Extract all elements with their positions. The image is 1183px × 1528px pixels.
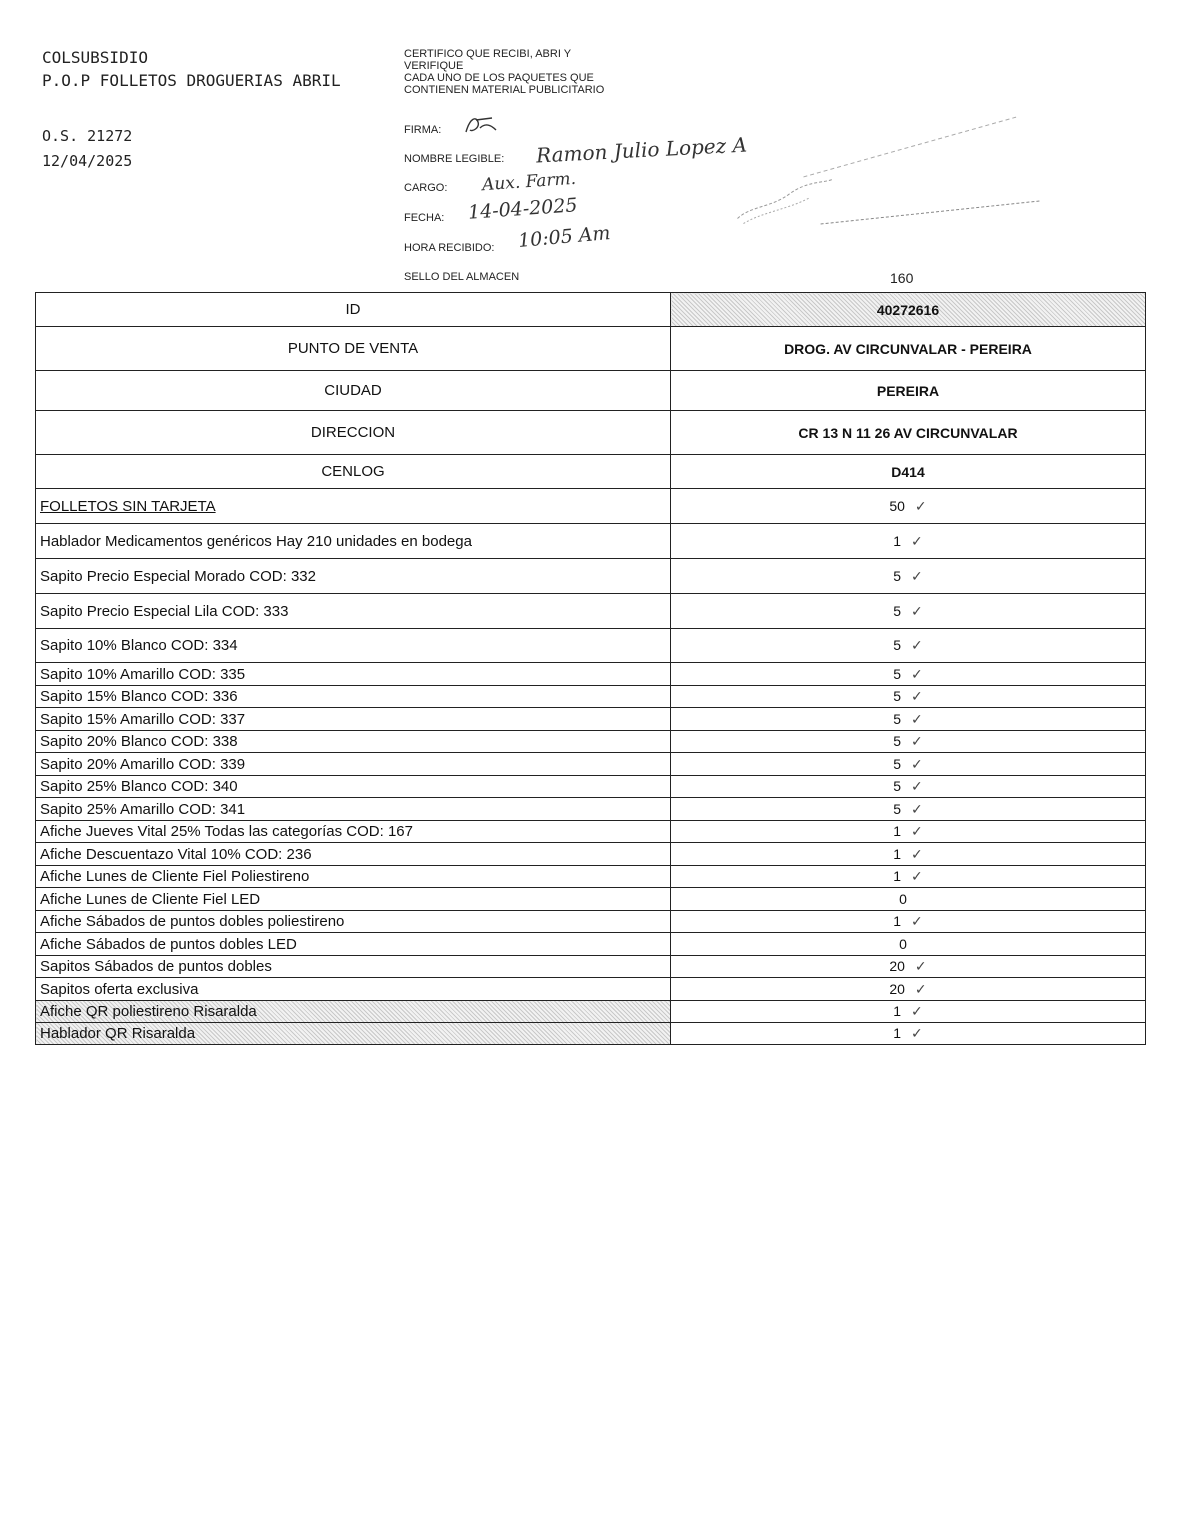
cargo-value: Aux. Farm.: [481, 168, 577, 196]
item-row: [36, 753, 1146, 776]
sello-value: 160: [890, 270, 914, 286]
check-icon: ✓: [911, 533, 923, 550]
item-qty-cell: [671, 629, 1146, 663]
item-qty-cell: [671, 978, 1146, 1001]
check-icon: ✓: [911, 869, 923, 885]
item-label: Sapito 25% Amarillo COD: 341: [36, 798, 671, 821]
item-row: [36, 524, 1146, 559]
check-icon: ✓: [911, 756, 923, 773]
check-icon: ✓: [911, 824, 923, 840]
info-value: PEREIRA: [671, 371, 1146, 411]
item-label: Sapito 10% Amarillo COD: 335: [36, 663, 671, 686]
item-qty: 50: [889, 497, 905, 514]
cert-line-3: CADA UNO DE LOS PAQUETES QUE: [404, 72, 594, 84]
item-row: [36, 978, 1146, 1001]
info-value: D414: [671, 455, 1146, 489]
item-qty-cell: [671, 1023, 1146, 1045]
item-label: Sapito 20% Blanco COD: 338: [36, 731, 671, 753]
cert-line-1: CERTIFICO QUE RECIBI, ABRI Y: [404, 48, 572, 60]
item-label: Sapitos Sábados de puntos dobles: [36, 956, 671, 978]
check-icon: ✓: [911, 568, 923, 585]
signature: [462, 112, 502, 138]
item-qty-cell: [671, 821, 1146, 843]
item-qty-cell: [671, 888, 1146, 911]
item-row: [36, 663, 1146, 686]
item-label: Sapitos oferta exclusiva: [36, 978, 671, 1001]
info-value: CR 13 N 11 26 AV CIRCUNVALAR: [671, 411, 1146, 455]
item-qty: 20: [889, 958, 905, 974]
item-row: [36, 489, 1146, 524]
info-label: ID: [36, 293, 671, 327]
item-row: [36, 956, 1146, 978]
item-label: Afiche Jueves Vital 25% Todas las categorías COD: 167: [36, 821, 671, 843]
item-qty: 1: [893, 532, 902, 549]
item-qty: 5: [893, 755, 902, 772]
item-qty: 1: [893, 823, 902, 839]
item-label: Sapito 25% Blanco COD: 340: [36, 776, 671, 798]
item-qty-cell: [671, 1001, 1146, 1023]
item-qty: 5: [893, 733, 902, 749]
item-label: Hablador Medicamentos genéricos Hay 210 unidades en bodega: [36, 524, 671, 559]
firma-label: FIRMA:: [404, 124, 442, 136]
item-row: [36, 686, 1146, 708]
item-qty-cell: [671, 776, 1146, 798]
item-label: Afiche Sábados de puntos dobles LED: [36, 933, 671, 956]
item-qty-cell: [671, 663, 1146, 686]
item-qty-cell: [671, 956, 1146, 978]
hora-label: HORA RECIBIDO:: [404, 242, 495, 254]
item-label: FOLLETOS SIN TARJETA: [36, 489, 671, 524]
item-qty: 1: [893, 1025, 902, 1041]
item-qty: 1: [893, 1003, 902, 1019]
check-icon: ✓: [911, 914, 923, 930]
info-label: CIUDAD: [36, 371, 671, 411]
item-label: Afiche Lunes de Cliente Fiel Poliestireno: [36, 866, 671, 888]
certification-text: [404, 48, 664, 96]
order-number: O.S. 21272: [42, 127, 133, 145]
item-row: [36, 708, 1146, 731]
item-row: [36, 888, 1146, 911]
cert-line-2: VERIFIQUE: [404, 60, 464, 72]
nombre-value: Ramon Julio Lopez A: [535, 132, 748, 168]
item-qty-cell: [671, 731, 1146, 753]
item-label: Sapito 10% Blanco COD: 334: [36, 629, 671, 663]
company-name: COLSUBSIDIO: [42, 48, 148, 67]
check-icon: ✓: [911, 801, 923, 818]
item-row: [36, 629, 1146, 663]
item-label: Sapito Precio Especial Lila COD: 333: [36, 594, 671, 629]
item-qty-cell: [671, 866, 1146, 888]
item-qty: 5: [893, 637, 902, 653]
item-row: [36, 776, 1146, 798]
fecha-value: 14-04-2025: [467, 194, 579, 224]
check-icon: ✓: [914, 959, 927, 975]
info-row-punto: [36, 327, 1146, 371]
item-label: Sapito Precio Especial Morado COD: 332: [36, 559, 671, 594]
check-icon: ✓: [911, 689, 923, 705]
item-qty-cell: [671, 489, 1146, 524]
item-qty-cell: [671, 686, 1146, 708]
cert-line-4: CONTIENEN MATERIAL PUBLICITARIO: [404, 84, 605, 96]
delivery-table: [35, 292, 1146, 1045]
item-label: Sapito 15% Amarillo COD: 337: [36, 708, 671, 731]
item-qty-cell: [671, 594, 1146, 629]
check-icon: ✓: [911, 779, 923, 795]
item-qty: 5: [893, 688, 902, 704]
order-block: [42, 124, 132, 174]
seal-line: [821, 201, 1040, 225]
item-qty: 0: [899, 935, 907, 952]
item-qty: 1: [893, 868, 902, 884]
item-qty: 0: [899, 890, 907, 907]
info-row-direccion: [36, 411, 1146, 455]
item-qty: 20: [889, 980, 905, 997]
item-qty: 5: [893, 665, 902, 682]
header-block: [42, 46, 341, 92]
item-row: [36, 731, 1146, 753]
campaign-title: P.O.P FOLLETOS DROGUERIAS ABRIL: [42, 71, 341, 90]
item-qty-cell: [671, 798, 1146, 821]
item-label: Afiche Sábados de puntos dobles poliestireno: [36, 911, 671, 933]
check-icon: ✓: [911, 734, 923, 750]
item-qty-cell: [671, 911, 1146, 933]
item-row: [36, 933, 1146, 956]
item-qty-cell: [671, 524, 1146, 559]
item-qty-cell: [671, 933, 1146, 956]
item-label: Afiche Descuentazo Vital 10% COD: 236: [36, 843, 671, 866]
item-qty: 5: [893, 710, 902, 727]
hora-value: 10:05 Am: [517, 222, 612, 252]
info-label: PUNTO DE VENTA: [36, 327, 671, 371]
check-icon: ✓: [914, 981, 927, 998]
info-value: DROG. AV CIRCUNVALAR - PEREIRA: [671, 327, 1146, 371]
stamp-marks-top: [798, 109, 1022, 187]
item-row: [36, 911, 1146, 933]
item-row: [36, 798, 1146, 821]
check-icon: ✓: [911, 1004, 923, 1020]
item-label: Sapito 20% Amarillo COD: 339: [36, 753, 671, 776]
item-row: [36, 594, 1146, 629]
item-row: [36, 821, 1146, 843]
item-qty: 5: [893, 602, 902, 619]
fecha-label: FECHA:: [404, 212, 445, 224]
item-row: [36, 866, 1146, 888]
order-date: 12/04/2025: [42, 152, 133, 170]
info-row-ciudad: [36, 371, 1146, 411]
check-icon: ✓: [911, 666, 923, 683]
item-row: [36, 1001, 1146, 1023]
info-value: 40272616: [671, 293, 1146, 327]
check-icon: ✓: [911, 603, 923, 620]
info-row-id: [36, 293, 1146, 327]
item-label: Sapito 15% Blanco COD: 336: [36, 686, 671, 708]
check-icon: ✓: [911, 846, 923, 863]
check-icon: ✓: [914, 498, 927, 515]
item-qty-cell: [671, 753, 1146, 776]
nombre-label: NOMBRE LEGIBLE:: [404, 153, 505, 165]
cargo-label: CARGO:: [404, 182, 448, 194]
item-qty-cell: [671, 708, 1146, 731]
info-label: CENLOG: [36, 455, 671, 489]
item-qty-cell: [671, 843, 1146, 866]
check-icon: ✓: [911, 638, 923, 654]
info-row-cenlog: [36, 455, 1146, 489]
item-label: Afiche QR poliestireno Risaralda: [36, 1001, 671, 1023]
item-qty: 5: [893, 800, 902, 817]
check-icon: ✓: [911, 1026, 923, 1042]
item-qty: 1: [893, 913, 902, 929]
item-qty: 1: [893, 845, 902, 862]
item-qty: 5: [893, 778, 902, 794]
item-qty: 5: [893, 567, 902, 584]
check-icon: ✓: [911, 711, 923, 728]
item-qty-cell: [671, 559, 1146, 594]
item-row: [36, 843, 1146, 866]
sello-label: SELLO DEL ALMACEN: [404, 271, 520, 283]
item-label: Hablador QR Risaralda: [36, 1023, 671, 1045]
info-label: DIRECCION: [36, 411, 671, 455]
item-row: [36, 1023, 1146, 1045]
item-row: [36, 559, 1146, 594]
item-label: Afiche Lunes de Cliente Fiel LED: [36, 888, 671, 911]
